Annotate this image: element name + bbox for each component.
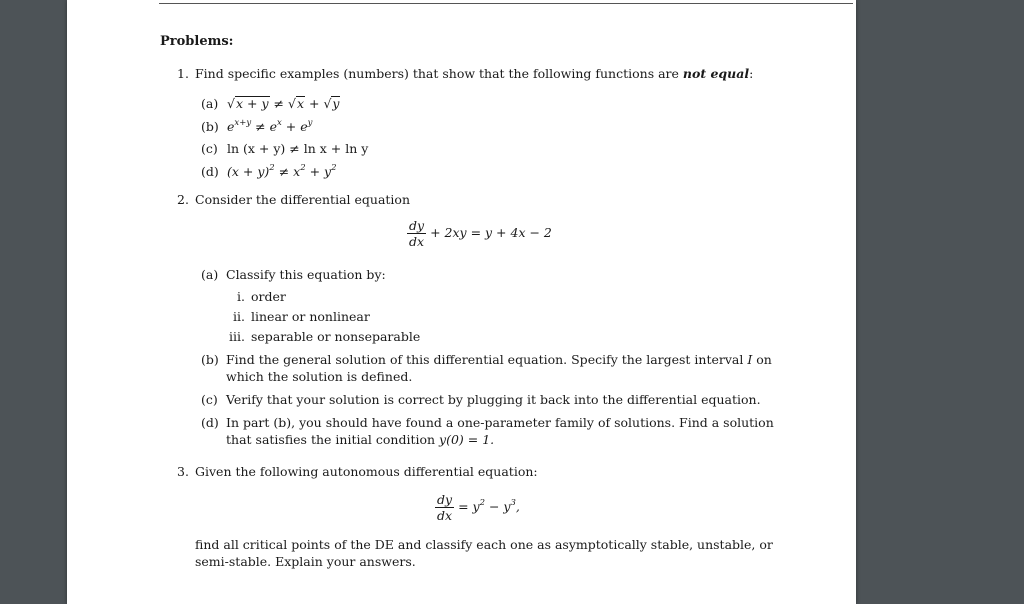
- problem-2a-label: (a): [201, 267, 219, 282]
- problem-1-text: Find specific examples (numbers) that show that the following functions are not equal:: [195, 66, 754, 81]
- problem-1-number: 1.: [177, 66, 189, 81]
- problem-2a-i-label: i.: [237, 289, 245, 304]
- problem-2-intro: Consider the differential equation: [195, 192, 410, 207]
- problem-3-line1: find all critical points of the DE and classify each one as asymptotically stable, unstable, or: [195, 537, 773, 552]
- problem-2a-text: Classify this equation by:: [226, 267, 386, 282]
- problem-2b-label: (b): [201, 352, 219, 367]
- problem-2c-text: Verify that your solution is correct by plugging it back into the differential equation.: [226, 392, 761, 407]
- problem-3-line2: semi-stable. Explain your answers.: [195, 554, 416, 569]
- problem-2d-line2: that satisfies the initial condition y(0) = 1.: [226, 432, 495, 447]
- problem-2c-label: (c): [201, 392, 218, 407]
- problem-2a-iii-label: iii.: [229, 329, 245, 344]
- problem-1c-label: (c): [201, 141, 218, 156]
- problem-2d-label: (d): [201, 415, 219, 430]
- problem-2a-i-text: order: [251, 289, 286, 304]
- problem-2a-iii-text: separable or nonseparable: [251, 329, 421, 344]
- problem-1b-label: (b): [201, 119, 219, 134]
- problem-1d-label: (d): [201, 164, 219, 179]
- problem-2-equation: $\frac{dy}{dx}$ + 2xy = y + 4x − 2: [409, 218, 552, 249]
- problem-2a-ii-text: linear or nonlinear: [251, 309, 370, 324]
- problem-3-intro: Given the following autonomous differential equation:: [195, 464, 538, 479]
- problem-2b-line1: Find the general solution of this differential equation. Specify the largest interval I on: [226, 352, 772, 367]
- problem-1c-expr: ln (x + y) ≠ ln x + ln y: [227, 141, 369, 156]
- top-rule: [159, 3, 853, 4]
- problem-2b-line2: which the solution is defined.: [226, 369, 413, 384]
- problem-2a-ii-label: ii.: [233, 309, 245, 324]
- problem-1a-expr: √x + y ≠ √x + √y: [227, 96, 340, 111]
- section-header: Problems:: [160, 34, 234, 49]
- problem-1b-expr: $e^{x+y} \ne e^x + e^y$: [227, 118, 313, 134]
- problem-1d-expr: $(x + y)^2 \ne x^2 + y^2$: [227, 163, 337, 179]
- document-page: [67, 0, 856, 604]
- problem-1a-label: (a): [201, 96, 219, 111]
- problem-2-number: 2.: [177, 192, 189, 207]
- problem-3-number: 3.: [177, 464, 189, 479]
- problem-3-equation: $\frac{dy}{dx}$ = $y^2 - y^3$,: [437, 492, 520, 523]
- problem-2d-line1: In part (b), you should have found a one-parameter family of solutions. Find a solution: [226, 415, 774, 430]
